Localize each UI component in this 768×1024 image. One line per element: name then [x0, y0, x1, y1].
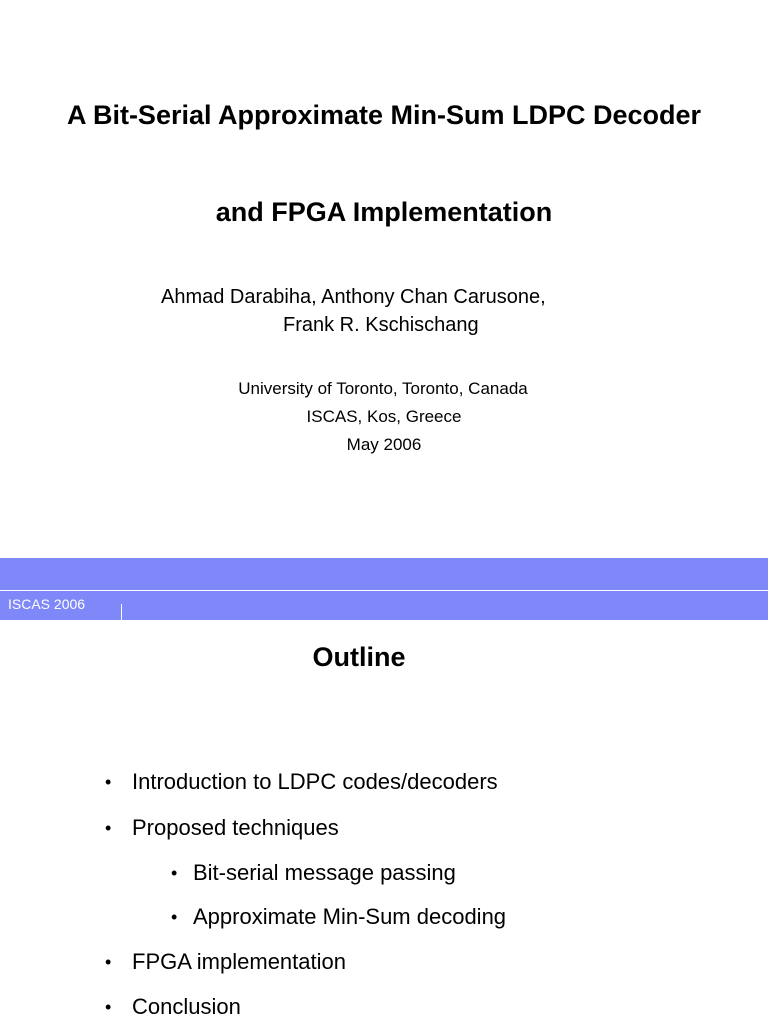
- bullet-icon: •: [171, 863, 178, 883]
- slide-footer-band: [0, 558, 768, 620]
- footer-label: ISCAS 2006: [8, 596, 86, 612]
- conference-location: ISCAS, Kos, Greece: [306, 407, 462, 426]
- outline-sub-bullet-item: [171, 860, 456, 886]
- bullet-text: Introduction to LDPC codes/decoders: [132, 769, 498, 794]
- footer-divider: [0, 590, 768, 591]
- slide-title-line-2: and FPGA Implementation: [215, 197, 553, 227]
- authors-line-2: Frank R. Kschischang: [283, 314, 479, 336]
- bullet-icon: •: [105, 818, 112, 838]
- outline-title: Outline: [312, 642, 406, 672]
- outline-bullet-item: [105, 769, 498, 795]
- affiliation: University of Toronto, Toronto, Canada: [238, 379, 528, 398]
- outline-bullet-item: [105, 815, 339, 841]
- bullet-icon: •: [171, 907, 178, 927]
- outline-bullet-item: [105, 949, 346, 975]
- bullet-text: Bit-serial message passing: [193, 860, 456, 885]
- bullet-text: Approximate Min-Sum decoding: [193, 904, 507, 929]
- bullet-text: Proposed techniques: [132, 815, 339, 840]
- outline-slide: [0, 620, 768, 1024]
- authors-line-1: Ahmad Darabiha, Anthony Chan Carusone,: [161, 286, 546, 308]
- bullet-icon: •: [105, 772, 112, 792]
- bullet-icon: •: [105, 952, 112, 972]
- outline-bullet-item: [105, 994, 241, 1020]
- bullet-text: Conclusion: [132, 994, 241, 1019]
- outline-sub-bullet-item: [171, 904, 507, 930]
- footer-tick-mark: [121, 604, 122, 620]
- slide-title-line-1: A Bit-Serial Approximate Min-Sum LDPC Decoder: [66, 100, 702, 130]
- bullet-text: FPGA implementation: [132, 949, 346, 974]
- bullet-icon: •: [105, 997, 112, 1017]
- presentation-date: May 2006: [346, 435, 422, 454]
